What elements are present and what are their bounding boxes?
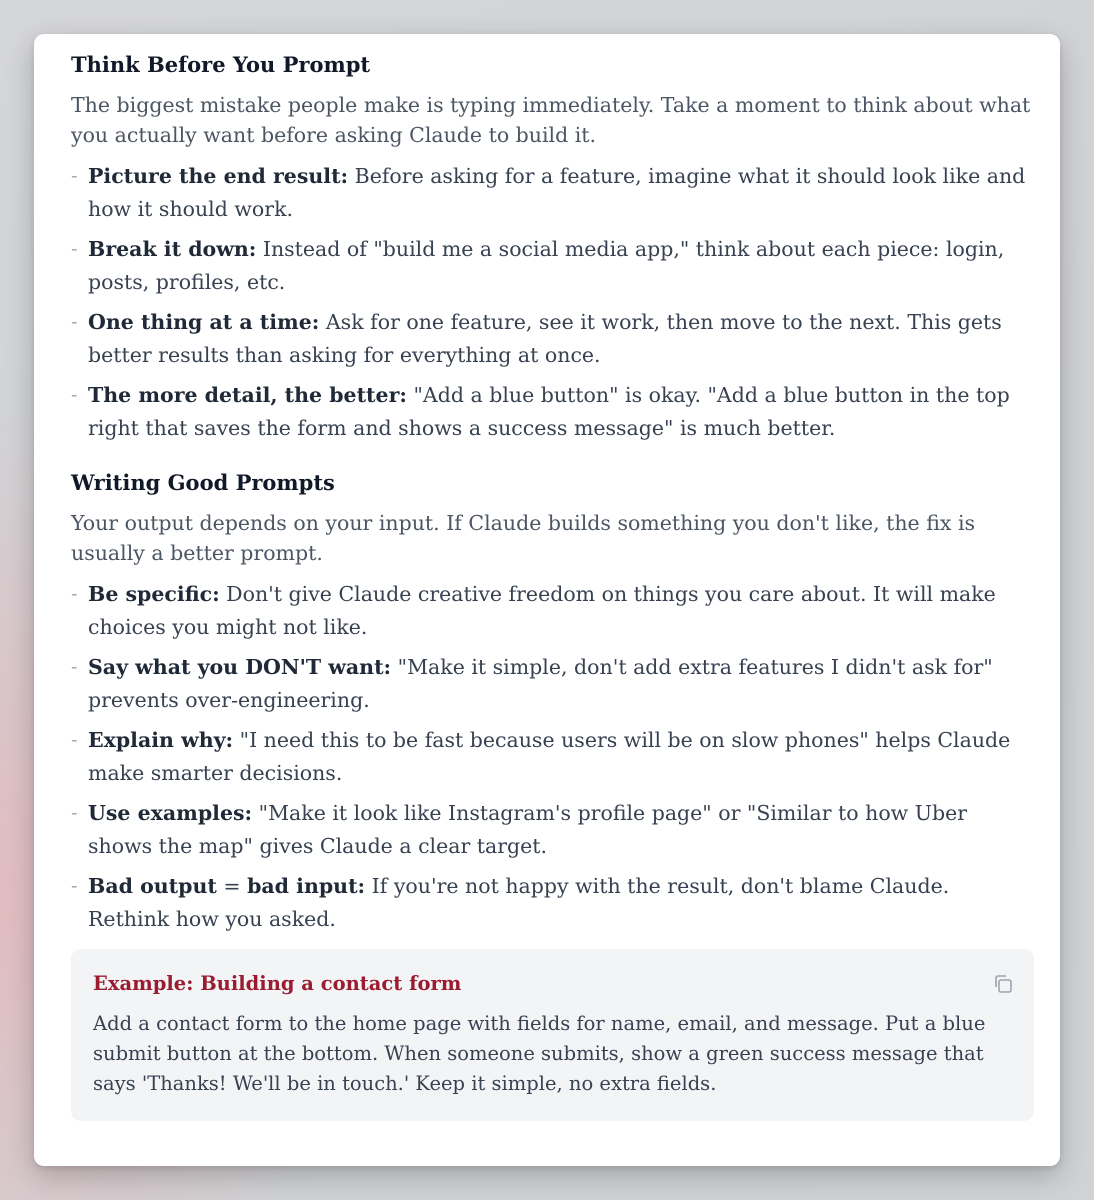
list-item: [71, 724, 1034, 790]
item-equals: =: [216, 874, 248, 898]
item-label: Break it down:: [88, 237, 257, 261]
list-dash: -: [71, 875, 78, 897]
item-label: Use examples:: [88, 801, 253, 825]
list-item: [71, 379, 1034, 445]
list-dash: -: [71, 802, 78, 824]
item-label: The more detail, the better:: [88, 383, 407, 407]
content-card: [34, 34, 1060, 1166]
item-text: "I need this to be fast because users will be on slow phones" helps Claude make smarter decisions.: [88, 728, 1011, 785]
section-think-before-prompt: [71, 50, 1034, 445]
list-dash: -: [71, 729, 78, 751]
item-text: "Make it simple, don't add extra features I didn't ask for" prevents over-engineering.: [88, 655, 993, 712]
example-body: Add a contact form to the home page with fields for name, email, and message. Put a blue submit button at the bottom. When someone submits, show a green success message that says 'Thanks! We'll be in touch.' Keep it simple, no extra fields.: [93, 1012, 986, 1095]
section-heading: Think Before You Prompt: [71, 52, 371, 77]
item-label: Be specific:: [88, 582, 220, 606]
copy-icon: [992, 973, 1014, 995]
item-text: If you're not happy with the result, don't blame Claude. Rethink how you asked.: [88, 874, 950, 931]
item-label: Say what you DON'T want:: [88, 655, 392, 679]
item-text: "Add a blue button" is okay. "Add a blue button in the top right that saves the form and shows a success message" is much better.: [88, 383, 1010, 440]
list-item: [71, 578, 1034, 644]
item-text: Ask for one feature, see it work, then move to the next. This gets better results than asking for everything at once.: [88, 310, 1002, 367]
item-text: "Make it look like Instagram's profile page" or "Similar to how Uber shows the map" gives Claude a clear target.: [88, 801, 968, 858]
item-label: Picture the end result:: [88, 164, 349, 188]
list-dash: -: [71, 656, 78, 678]
section-intro: Your output depends on your input. If Claude builds something you don't like, the fix is usually a better prompt.: [71, 511, 976, 565]
list-item: [71, 797, 1034, 863]
section-heading: Writing Good Prompts: [71, 470, 335, 495]
item-label: Explain why:: [88, 728, 234, 752]
item-label: bad input:: [247, 874, 366, 898]
list-item: [71, 160, 1034, 226]
item-text: Before asking for a feature, imagine what it should look like and how it should work.: [88, 164, 1026, 221]
copy-button[interactable]: [990, 971, 1016, 997]
item-text: Don't give Claude creative freedom on things you care about. It will make choices you might not like.: [88, 582, 996, 639]
list-item: [71, 870, 1034, 936]
section-writing-good-prompts: [71, 468, 1034, 936]
tips-list: [71, 160, 1034, 445]
list-dash: -: [71, 384, 78, 406]
list-dash: -: [71, 583, 78, 605]
list-dash: -: [71, 311, 78, 333]
tips-list: [71, 578, 1034, 936]
list-dash: -: [71, 165, 78, 187]
item-label: Bad output: [88, 874, 217, 898]
item-text: Instead of "build me a social media app," think about each piece: login, posts, profiles, etc.: [88, 237, 1005, 294]
list-item: [71, 233, 1034, 299]
example-title: Example: Building a contact form: [93, 972, 462, 995]
list-dash: -: [71, 238, 78, 260]
list-item: [71, 306, 1034, 372]
list-item: [71, 651, 1034, 717]
example-callout: [71, 949, 1034, 1121]
item-label: One thing at a time:: [88, 310, 320, 334]
section-intro: The biggest mistake people make is typing immediately. Take a moment to think about what you actually want before asking Claude to build it.: [71, 93, 1031, 147]
